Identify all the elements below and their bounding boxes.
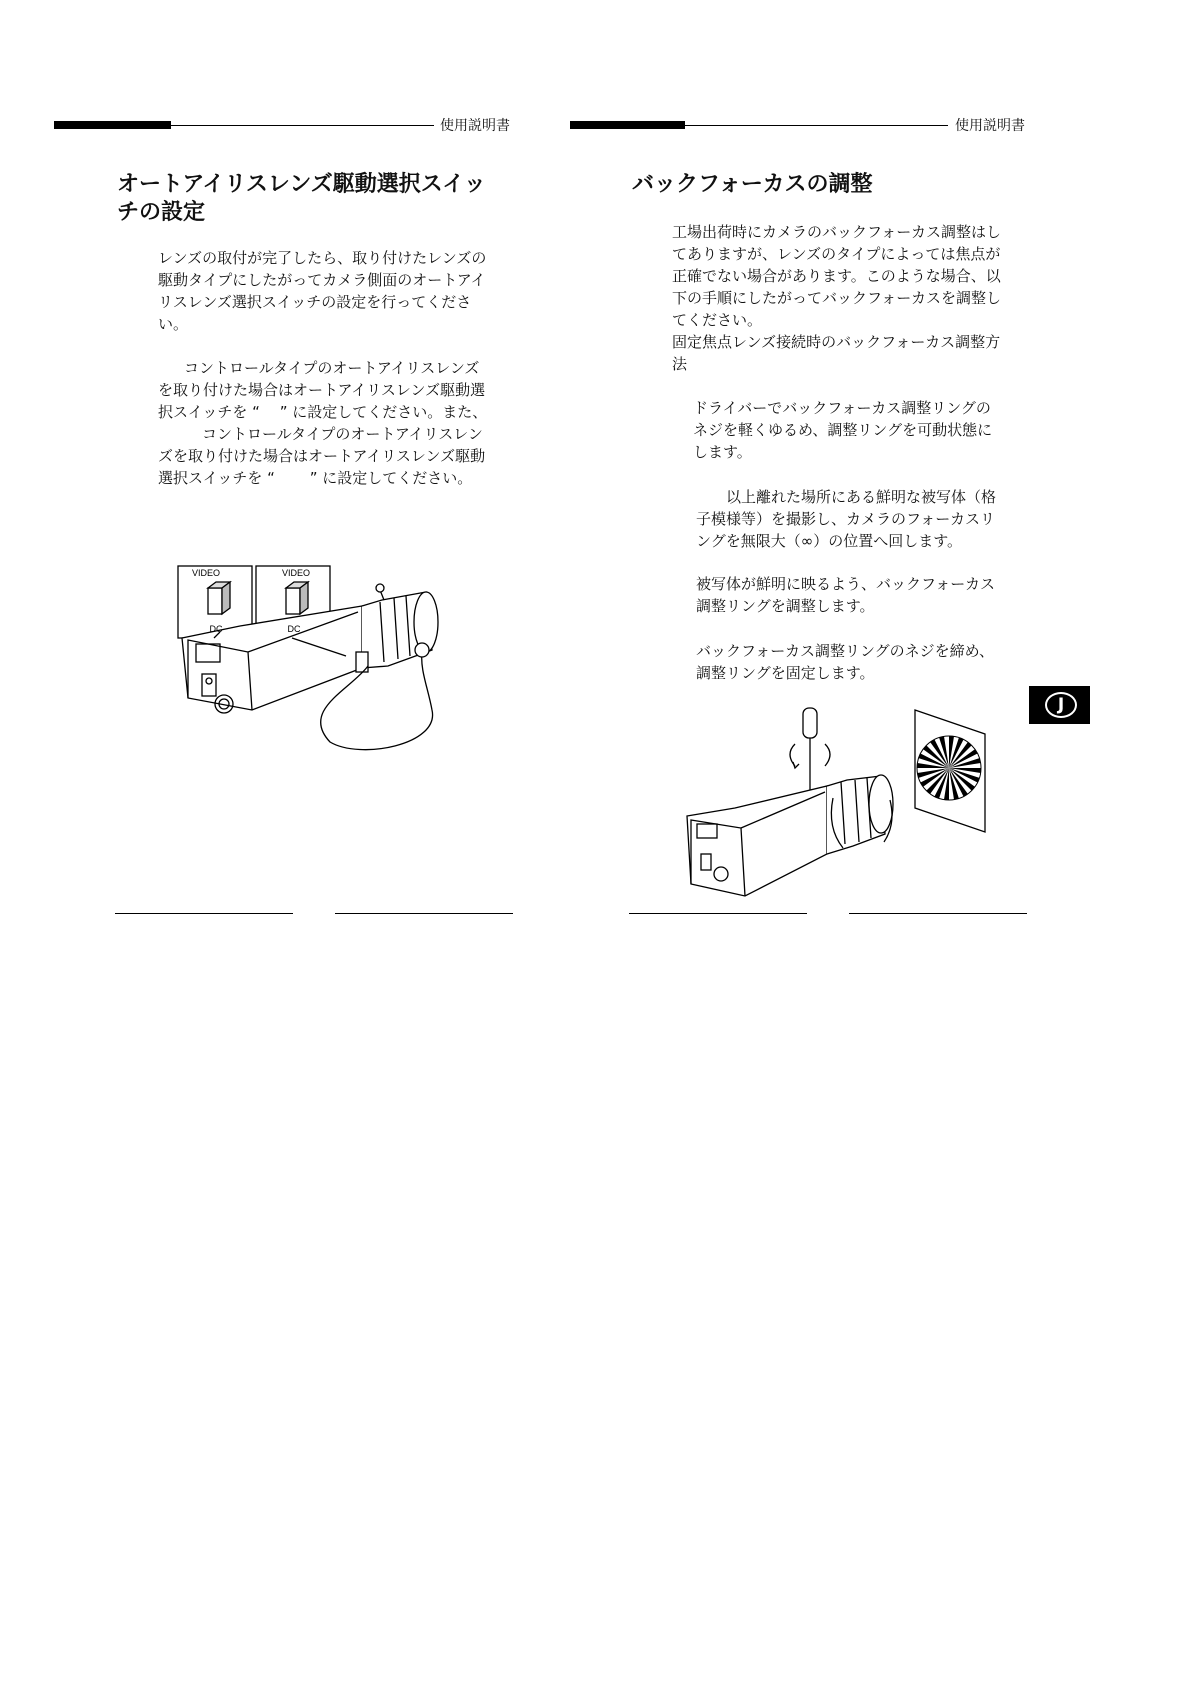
language-tab-letter: J — [1045, 692, 1077, 718]
right-intro: 工場出荷時にカメラのバックフォーカス調整はし てありますが、レンズのタイプによっては焦点が 正確でない場合があります。このような場合、以 下の手順にしたがってバックフォーカスを調整し てください。 固定焦点レンズ接続時のバックフォーカス調整方 法 — [672, 223, 1001, 373]
right-section-title: バックフォーカスの調整 — [632, 172, 873, 197]
right-header-label: 使用説明書 — [955, 118, 1025, 134]
left-paragraph-2: コントロールタイプのオートアイリスレンズ を取り付けた場合はオートアイリスレンズ駆動選 択スイッチを “ ” に設定してください。また、 コントロールタイプのオートアイリスレン ズを取り付けた場合はオートアイリスレンズ駆動 選択スイッチを “ ” に設定してください。 — [158, 359, 488, 487]
right-header-bar — [570, 121, 685, 129]
language-tab — [1029, 686, 1090, 724]
right-step-4: バックフォーカス調整リングのネジを締め、 調整リングを固定します。 — [696, 642, 995, 682]
right-step-2: 以上離れた場所にある鮮明な被写体（格 子模様等）を撮影し、カメラのフォーカスリ ングを無限大（∞）の位置へ回します。 — [696, 488, 997, 550]
inset2-bottom-label: DC — [287, 624, 301, 634]
inset1-top-label: VIDEO — [191, 568, 221, 578]
camera-switch-illustration — [170, 560, 490, 770]
right-footer-rule-2 — [849, 913, 1027, 914]
left-header-bar — [54, 121, 171, 129]
right-step-3: 被写体が鮮明に映るよう、バックフォーカス 調整リングを調整します。 — [696, 575, 995, 615]
right-footer-rule-1 — [629, 913, 807, 914]
back-focus-illustration — [685, 704, 995, 904]
inset2-top-label: VIDEO — [281, 568, 311, 578]
right-header-rule — [685, 125, 948, 126]
right-step-1: ドライバーでバックフォーカス調整リングの ネジを軽くゆるめ、調整リングを可動状態に します。 — [693, 399, 993, 461]
left-section-title: オートアイリスレンズ駆動選択スイッ チの設定 — [117, 172, 486, 225]
left-footer-rule-1 — [115, 913, 293, 914]
inset1-bottom-label: DC — [209, 624, 223, 634]
left-header-rule — [171, 125, 434, 126]
starburst-target — [917, 736, 981, 800]
left-paragraph-1: レンズの取付が完了したら、取り付けたレンズの 駆動タイプにしたがってカメラ側面のオートアイ リスレンズ選択スイッチの設定を行ってくださ い。 — [158, 249, 487, 333]
left-header-label: 使用説明書 — [440, 118, 510, 134]
left-footer-rule-2 — [335, 913, 513, 914]
